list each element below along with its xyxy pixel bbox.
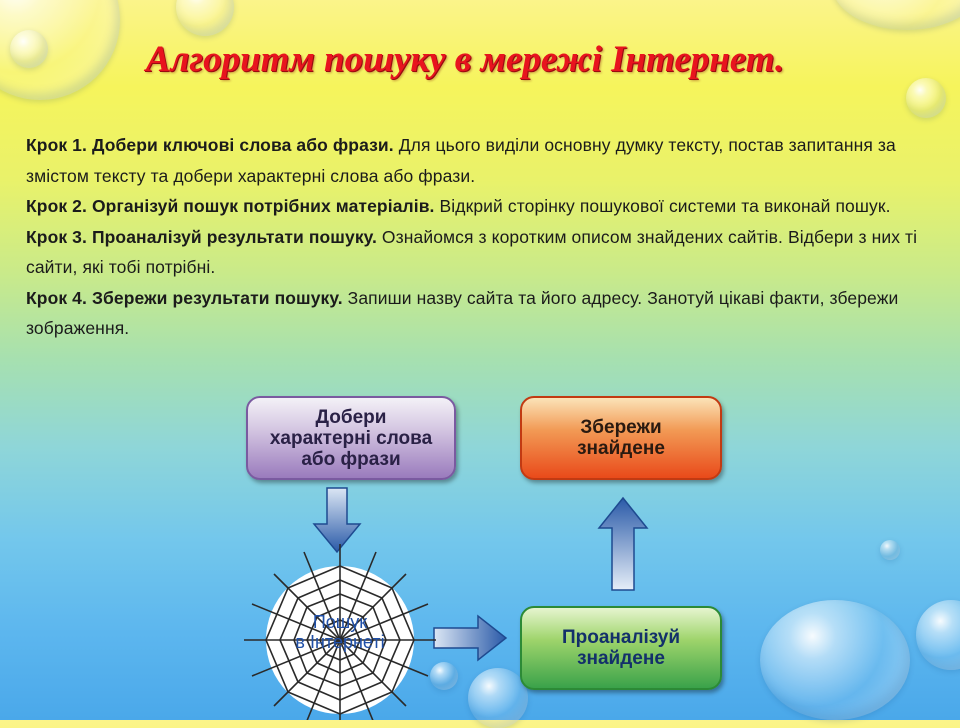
save-found-line-2: знайдене bbox=[577, 438, 665, 459]
select-keywords-line-2: характерні слова bbox=[269, 427, 433, 449]
arrow-up-icon bbox=[599, 498, 647, 590]
arrow-down-icon bbox=[314, 488, 360, 552]
select-keywords-line-1: Добери bbox=[315, 406, 387, 428]
step-1-text: Для цього виділи основну думку тексту, постав запитання за змістом тексту та добери характерні слова або фрази. bbox=[26, 135, 896, 186]
step-4-label: Крок 4. Збережи результати пошуку. bbox=[26, 287, 343, 308]
step-4-text: Запиши назву сайта та його адресу. Занотуй цікаві факти, збережи зображення. bbox=[26, 287, 899, 338]
step-1-label: Крок 1. Добери ключові слова або фрази. bbox=[26, 135, 394, 155]
analyze-found-line-2: знайдене bbox=[577, 648, 665, 669]
internet-search-label bbox=[268, 612, 412, 652]
step-2-label: Крок 2. Організуй пошук потрібних матеріалів. bbox=[26, 196, 435, 216]
step-3-label: Крок 3. Проаналізуй результати пошуку. bbox=[26, 226, 377, 247]
save-found-line-1: Збережи bbox=[580, 417, 662, 438]
internet-search-line-2: в Інтернеті bbox=[295, 632, 385, 652]
select-keywords-box bbox=[246, 396, 456, 480]
arrow-right-icon bbox=[434, 616, 506, 660]
internet-search-line-1: Пошук bbox=[312, 612, 368, 632]
select-keywords-line-3: або фрази bbox=[301, 448, 401, 470]
save-found-box bbox=[520, 396, 722, 480]
analyze-found-line-1: Проаналізуй bbox=[561, 627, 681, 648]
step-3-text: Ознайомся з коротким описом знайдених сайтів. Відбери з них ті сайти, які тобі потрібні. bbox=[26, 226, 918, 277]
analyze-found-box bbox=[520, 606, 722, 690]
step-2-text: Відкрий сторінку пошукової системи та виконай пошук. bbox=[434, 196, 891, 216]
slide-title: Алгоритм пошуку в мережі Інтернет. bbox=[145, 39, 785, 80]
